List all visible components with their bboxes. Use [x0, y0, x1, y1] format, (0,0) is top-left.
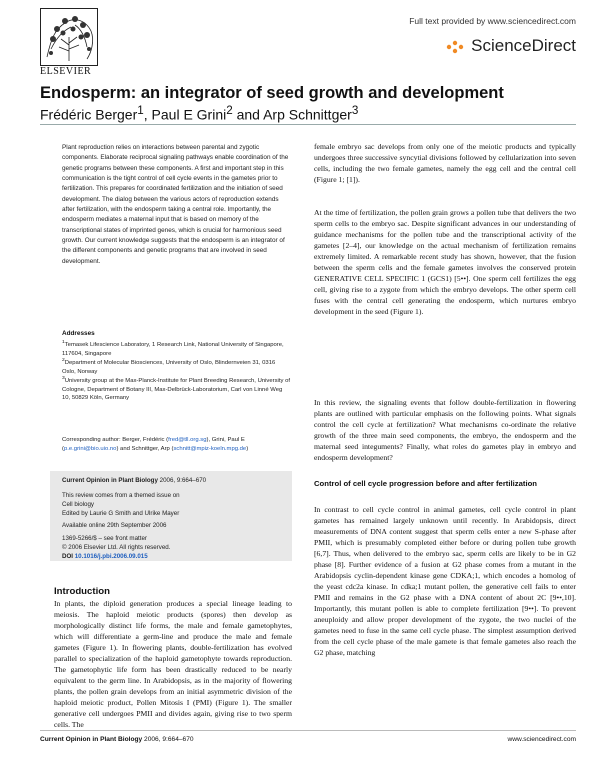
address-item: $^1$Temasek Lifescience Laboratory, 1 Research Link, National University of Singapore, 117604, Singapore — [62, 340, 284, 357]
doi-link[interactable]: 10.1016/j.pbi.2006.09.015 — [74, 553, 148, 560]
author-name: Paul E Grini — [151, 106, 227, 123]
title-divider — [40, 124, 576, 125]
journal-citation: Current Opinion in Plant Biology 2006, 9:664–670 — [62, 477, 207, 484]
body-paragraph: In contrast to cell cycle control in animal gametes, cell cycle control in plant gametes has remained largely unknown until recently. In Arabidopsis, direct measurements of DNA content suggest that sperm cells enter a new S-phase after PMII, which is presumably completed either before or during pollen tube growth [6,7]. Thus, when delivered to the embryo sac, sperm cells are likely to be in G2 phase [8]. Further evidence of a fusion at G2 phase comes from a mutant in the Arabidopsis cyclin-dependent kinase gene CDKA;1, which encodes a homolog of the yeast cdc2a kinase. In cdka;1 mutant pollen, the generative cell fails to enter PMII and remains in the G2 phase with a DNA content of about 2C [9••,10]. Importantly, this mutant pollen is able to complete fertilization [9••]. To prevent aneuploidy and allow proper development of the zygote, the two nuclei of the gametes need to fuse in the same cell cycle phase. The simplest assumption derived from the cell cycle phase of the male gamete is that female gametes also reach the G2 phase, matching — [314, 505, 576, 657]
sciencedirect-icon — [445, 38, 467, 56]
body-paragraph: At the time of fertilization, the pollen grain grows a pollen tube that delivers the two sperm cells to the embryo sac. Despite significant advances in our understanding of guidance mechanisms for the pollen tube and the transcriptional activity of the gametes [2–4], our knowledge on the actual mechanism of fertilization remains extremely limited. A remarkable recent study has shown, however, that the fusion between the sperm cells and the female gametes involves the conserved protein GENERATIVE CELL SPECIFIC 1 (GCS1) [5••]. One sperm cell fertilizes the egg cell, giving rise to a zygote from which the embryo develops. The other sperm cell fuses with the central cell generating the endosperm, which nurtures embryo development in the seed (Figure 1). — [314, 208, 576, 316]
abstract: Plant reproduction relies on interactions between parental and zygotic components. Elaborate reciprocal signaling pathways enable coordination of the genetic programs between these components. A first and important step in this communication is the tight control of cell cycle events in the gametes prior to fertilization. This prepares for coordinated fertilization and the initiation of seed development. The dialog between the various actors of reproduction extends after fertilization, with the endosperm taking a central role. Importantly, the endosperm mediates a maternal input that is based on memory of the transcriptional states of imprinted genes, which is crucial for harmonious seed growth. Our current knowledge suggests that the endosperm is an integrator of the different components and genetic programs that are involved in seed development. — [62, 144, 289, 265]
themed-issue-label: This review comes from a themed issue on — [62, 492, 180, 499]
issue-editors: Edited by Laurie G Smith and Ulrike Mayer — [62, 510, 180, 517]
full-text-notice[interactable]: Full text provided by www.sciencedirect.com — [409, 16, 576, 26]
email-link[interactable]: schnitt@mpiz-koeln.mpg.de — [173, 445, 247, 452]
corresponding-author: Corresponding author: Berger, Frédéric (fred@tll.org.sg), Grini, Paul E (p.e.grini@bio.uio.no) and Schnittger, Arp (schnitt@mpiz-koeln.mpg.de) — [62, 437, 249, 452]
copyright: © 2006 Elsevier Ltd. All rights reserved. — [62, 544, 171, 551]
author-name: Frédéric Berger — [40, 106, 138, 123]
body-paragraph: female embryo sac develops from only one of the meiotic products and typically undergoes three successive syncytial divisions followed by cellularization into seven cells, including the two female gametes, namely the egg cell and the central cell (Figure 1; [1]). — [314, 142, 576, 184]
available-online: Available online 29th September 2006 — [62, 522, 167, 529]
footer-citation: Current Opinion in Plant Biology 2006, 9:664–670 — [40, 736, 194, 743]
elsevier-tree-logo — [40, 8, 98, 66]
article-title: Endosperm: an integrator of seed growth and development — [40, 84, 504, 102]
sciencedirect-label: ScienceDirect — [471, 36, 576, 55]
introduction-heading: Introduction — [54, 586, 110, 597]
author-affiliation: 3 — [351, 104, 359, 117]
author-list: Frédéric Berger$^1$, Paul E Grini$^2$ and Arp Schnittger$^3$ — [40, 104, 359, 123]
copyright-icon: © — [62, 544, 67, 551]
address-item: $^3$University group at the Max-Planck-Institute for Plant Breeding Research, University of Cologne, Department of Botany III, Max-Delbrück-Laboratorium, Carl von Linné Weg 10, 50829 Köln, Germany — [62, 376, 290, 402]
author-name: Arp Schnittger — [263, 106, 352, 123]
publisher-name: ELSEVIER — [40, 66, 92, 77]
email-link[interactable]: fred@tll.org.sg — [168, 437, 207, 443]
introduction-text: In plants, the diploid generation produces a special lineage leading to meiosis. The haploid meiotic products (spores) then develop as morphologically distinct life forms, the male and female gametophytes, which will differentiate a germ-line and produce the male and female gametes (Figure 1). In flowering plants, double-fertilization has evolved parallel to specialization of the haploid gametophyte towards reproduction. The gametophytic life form has been drastically reduced to be nearly equivalent to the germ line. In Arabidopsis, as in the majority of flowering plants, the pollen grain develops from an initial asymmetric division of the haploid meiotic product, Pollen Mitosis I (PMI) (Figure 1). The smaller generative cell undergoes PMII and divides again, giving rise to two sperm cells. The — [54, 599, 292, 729]
footer-site-link[interactable]: www.sciencedirect.com — [507, 736, 576, 743]
body-paragraph: In this review, the signaling events that follow double-fertilization in flowering plants are outlined with particular emphasis on the following points. What signals control the cell cycle at fertilization? What mechanisms co-ordinate the relative growth of the three main seed components, the embryo, the endosperm and the maternal seed integuments? Finally, what roles do gametes play in embryo and endosperm development? — [314, 398, 576, 462]
addresses-heading: Addresses — [62, 330, 95, 337]
footer-divider — [40, 730, 576, 731]
address-item: $^2$Department of Molecular Biosciences, University of Oslo, Blindernveien 31, 0316 Oslo, Norway — [62, 358, 276, 375]
author-affiliation: 2 — [226, 104, 233, 117]
issue-topic: Cell biology — [62, 501, 94, 508]
doi: DOI 10.1016/j.pbi.2006.09.015 — [62, 553, 148, 560]
issn: 1369-5266/$ – see front matter — [62, 535, 147, 542]
author-affiliation: 1 — [137, 104, 144, 117]
email-link[interactable]: p.e.grini@bio.uio.no — [63, 445, 117, 452]
section-heading: Control of cell cycle progression before and after fertilization — [314, 479, 537, 488]
sciencedirect-logo[interactable] — [445, 36, 576, 56]
